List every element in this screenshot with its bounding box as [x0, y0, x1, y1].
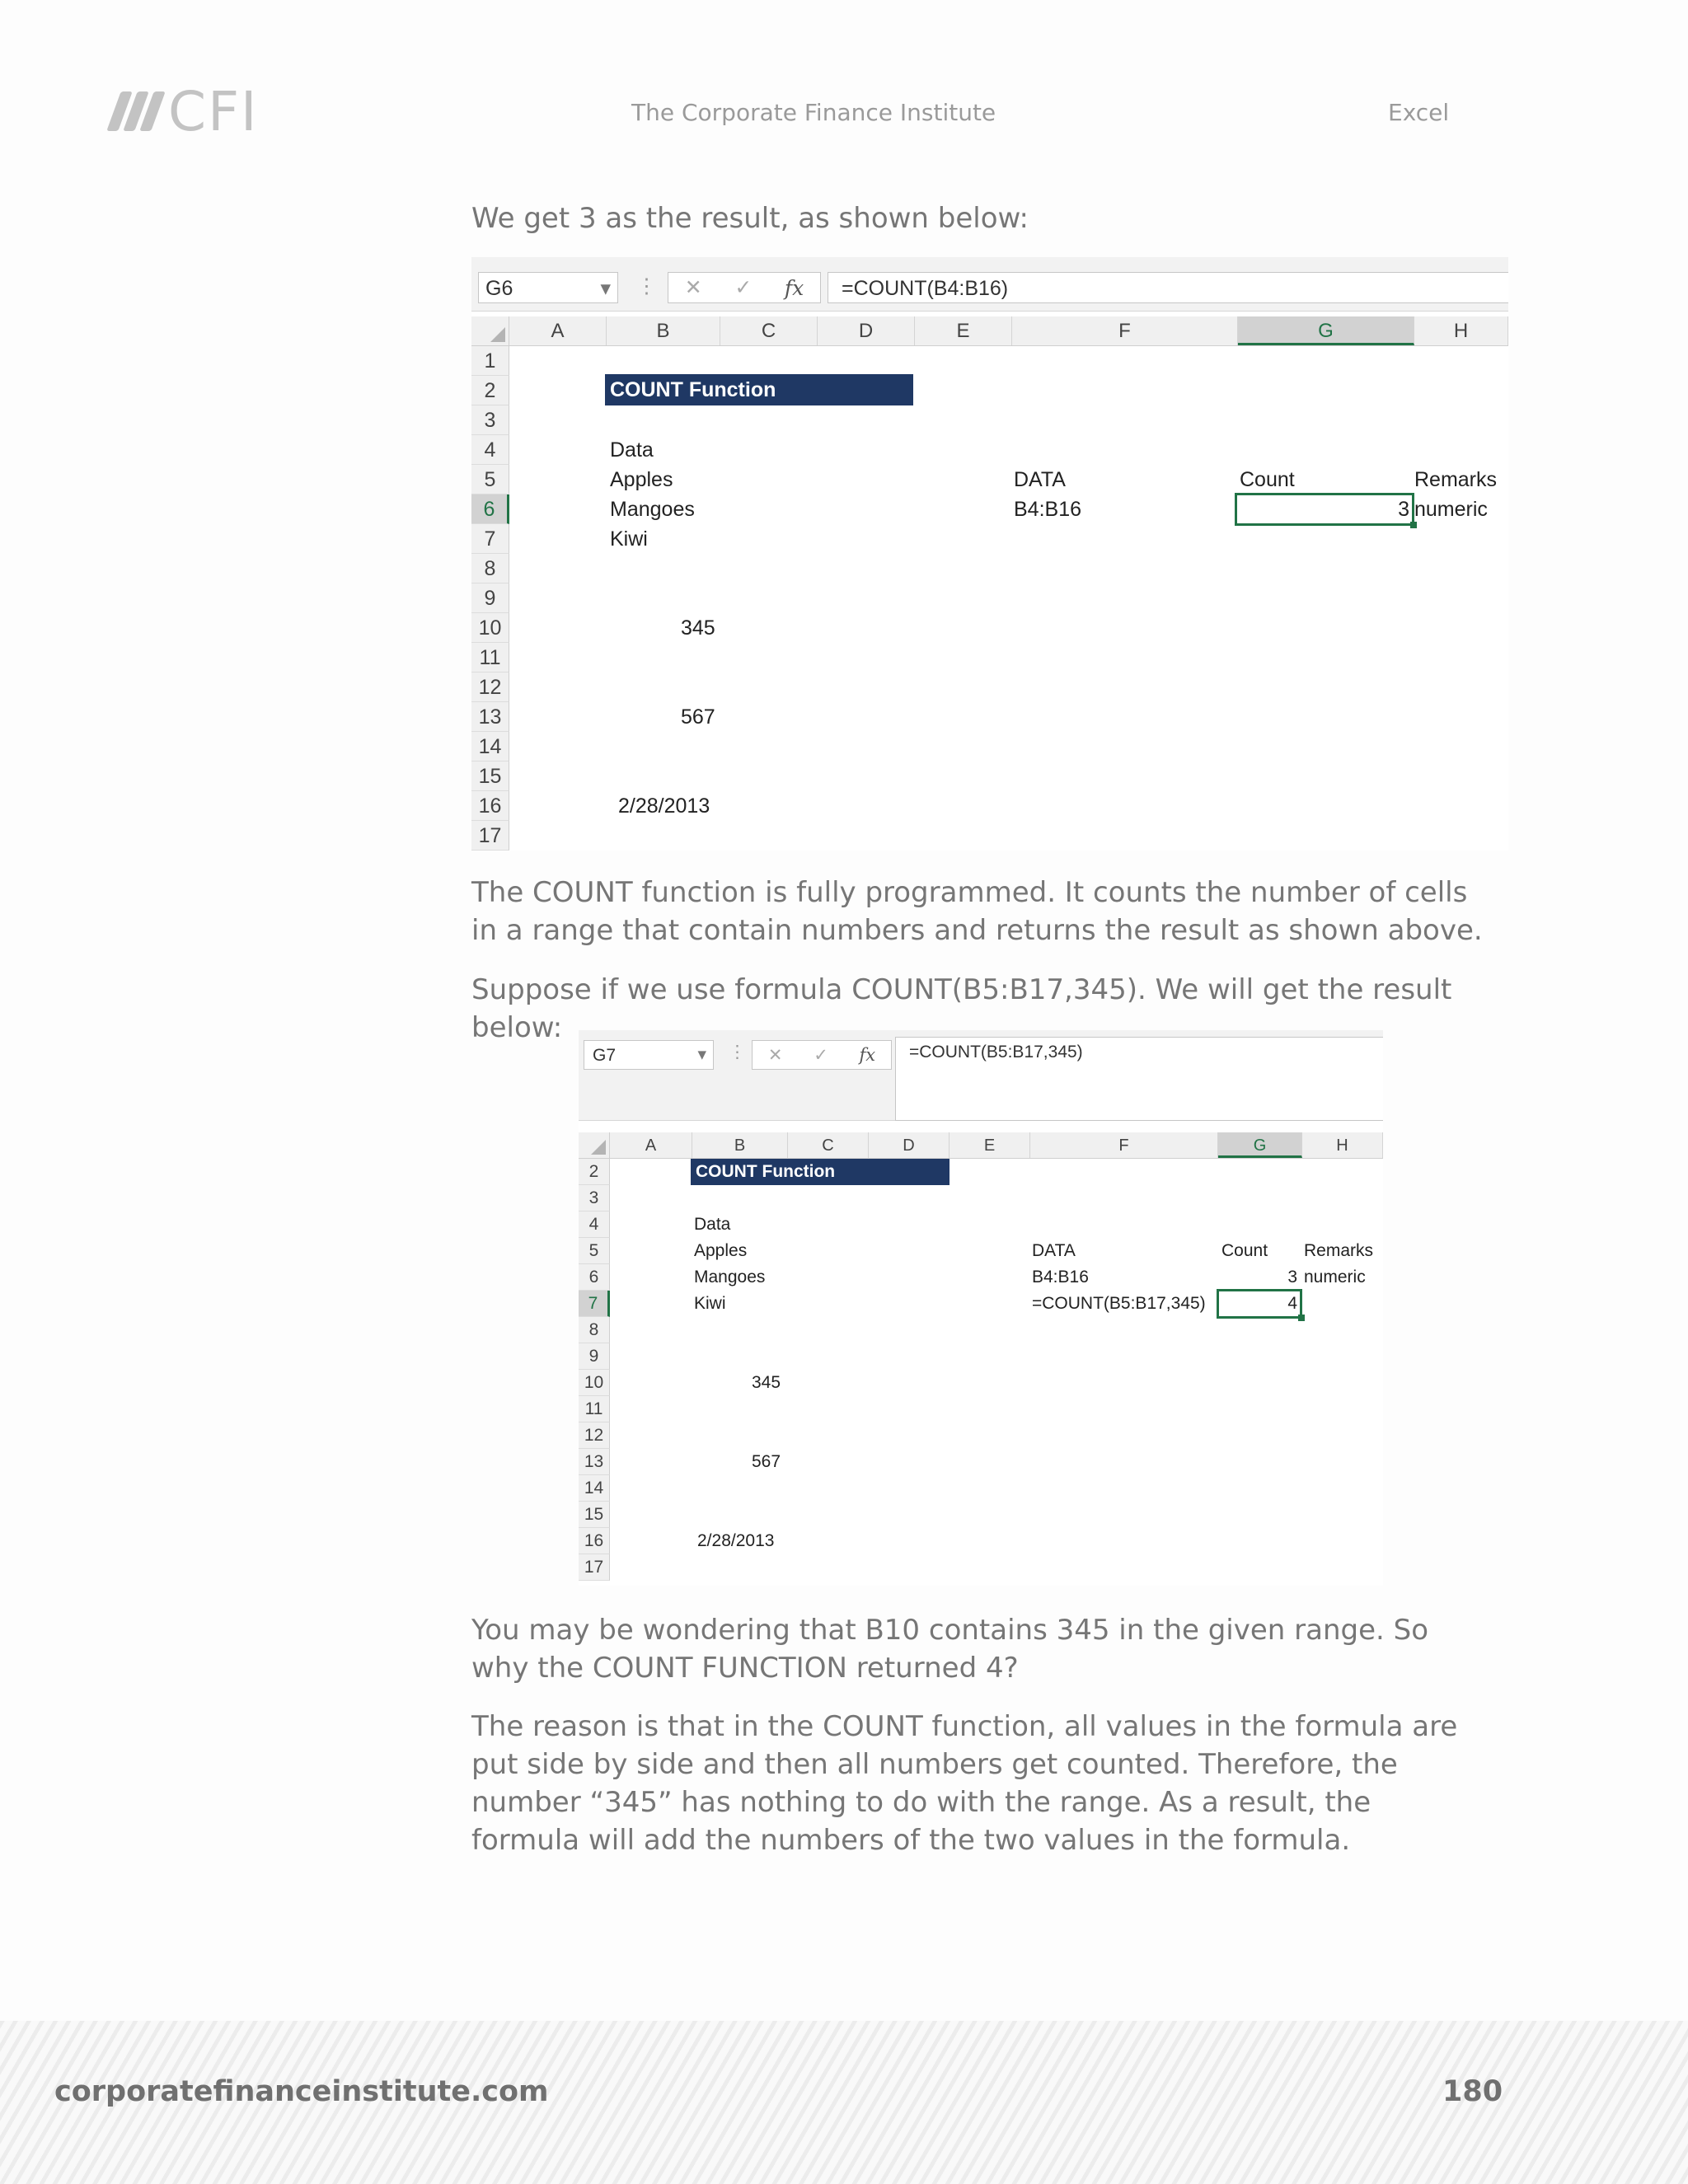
row-header[interactable]: 4 — [471, 435, 509, 465]
more-icon: ⋮ — [636, 274, 657, 298]
chevron-down-icon[interactable]: ▾ — [600, 277, 611, 300]
insert-function-icon[interactable]: fx — [784, 275, 804, 300]
cfi-logo — [114, 79, 279, 143]
chevron-down-icon[interactable]: ▾ — [697, 1045, 706, 1064]
footer-url[interactable]: corporatefinanceinstitute.com — [54, 2075, 549, 2108]
name-box-value: G6 — [485, 277, 513, 300]
select-all-corner[interactable] — [579, 1132, 610, 1158]
row-header[interactable]: 10 — [579, 1370, 610, 1396]
item-cell[interactable]: Apples — [694, 1241, 748, 1260]
cancel-icon[interactable]: ✕ — [684, 276, 702, 299]
row-header[interactable]: 14 — [579, 1475, 610, 1502]
col-header-g[interactable]: G — [1218, 1132, 1302, 1158]
row-header-selected[interactable]: 6 — [471, 494, 509, 524]
row-header[interactable]: 7 — [471, 524, 509, 554]
item-cell[interactable]: Kiwi — [610, 527, 648, 551]
row-header[interactable]: 5 — [471, 465, 509, 494]
logo-text: CFI — [168, 79, 259, 143]
formula-buttons — [668, 272, 821, 303]
paragraph-2: The COUNT function is fully programmed. It counts the number of cells in a range that contain numbers and returns the result as shown above. — [471, 876, 1483, 947]
item-cell[interactable]: Mangoes — [610, 498, 695, 521]
row-header[interactable]: 11 — [579, 1396, 610, 1422]
more-icon: ⋮ — [729, 1043, 746, 1062]
row-header[interactable]: 12 — [471, 673, 509, 702]
count-value-cell[interactable]: 3 — [1287, 1268, 1297, 1286]
number-cell[interactable]: 345 — [681, 616, 715, 640]
row-header-selected[interactable]: 7 — [579, 1291, 610, 1317]
row-header[interactable]: 9 — [471, 583, 509, 613]
col-header-f[interactable]: F — [1012, 316, 1238, 345]
row-header[interactable]: 5 — [579, 1238, 610, 1264]
formula-bar — [579, 1030, 1383, 1121]
col-header-f[interactable]: F — [1030, 1132, 1218, 1158]
formula-input[interactable]: =COUNT(B4:B16) — [828, 272, 1508, 303]
number-cell[interactable]: 345 — [752, 1373, 781, 1392]
cfi-logo-icon — [114, 91, 158, 131]
data-label-cell[interactable]: Data — [610, 438, 654, 462]
count-header-cell[interactable]: Count — [1240, 468, 1295, 491]
count-header-cell[interactable]: Count — [1221, 1241, 1268, 1260]
row-header[interactable]: 11 — [471, 643, 509, 673]
paragraph-3: Suppose if we use formula COUNT(B5:B17,345). We will get the result below: — [471, 973, 1452, 1044]
name-box[interactable] — [584, 1040, 714, 1070]
title-cell[interactable]: COUNT Function — [605, 374, 913, 405]
name-box[interactable] — [478, 272, 618, 303]
row-header[interactable]: 16 — [579, 1528, 610, 1554]
row-header[interactable]: 16 — [471, 791, 509, 821]
col-header-e[interactable]: E — [950, 1132, 1030, 1158]
col-header-e[interactable]: E — [915, 316, 1012, 345]
row-header[interactable]: 17 — [471, 821, 509, 851]
item-cell[interactable]: Kiwi — [694, 1294, 726, 1313]
item-cell[interactable]: Mangoes — [694, 1268, 766, 1286]
paragraph-5: The reason is that in the COUNT function, all values in the formula are put side by side and then all numbers get counted. Therefore, the number “345” has nothing to do with the range. As a result, the formula will add the numbers of the two values in the formula. — [471, 1710, 1458, 1857]
col-header-a[interactable]: A — [509, 316, 607, 345]
excel-screenshot-2 — [579, 1030, 1383, 1586]
data-label-cell[interactable]: Data — [694, 1215, 731, 1234]
col-header-a[interactable]: A — [610, 1132, 692, 1158]
header-section: Excel — [1388, 99, 1450, 126]
number-cell[interactable]: 567 — [752, 1452, 781, 1471]
row-header[interactable]: 8 — [579, 1317, 610, 1343]
col-header-b[interactable]: B — [692, 1132, 788, 1158]
row-header[interactable]: 17 — [579, 1554, 610, 1581]
col-header-b[interactable]: B — [607, 316, 720, 345]
row-header[interactable]: 12 — [579, 1422, 610, 1449]
formula-buttons — [752, 1040, 892, 1070]
date-cell[interactable]: 2/28/2013 — [618, 794, 710, 818]
col-header-d[interactable]: D — [818, 316, 915, 345]
title-cell[interactable]: COUNT Function — [691, 1159, 950, 1185]
row-header[interactable]: 2 — [579, 1159, 610, 1185]
data-header-cell[interactable]: DATA — [1032, 1241, 1076, 1260]
remarks-value-cell[interactable]: numeric — [1304, 1268, 1366, 1286]
row-header[interactable]: 3 — [579, 1185, 610, 1212]
formula-input[interactable]: =COUNT(B5:B17,345) — [895, 1037, 1383, 1121]
item-cell[interactable]: Apples — [610, 468, 673, 491]
row-header[interactable]: 13 — [471, 702, 509, 732]
formula-cell[interactable]: =COUNT(B5:B17,345) — [1032, 1294, 1206, 1313]
col-header-h[interactable]: H — [1302, 1132, 1383, 1158]
row-header[interactable]: 15 — [579, 1502, 610, 1528]
data-range-cell[interactable]: B4:B16 — [1032, 1268, 1089, 1286]
row-header[interactable]: 1 — [471, 346, 509, 376]
row-header[interactable]: 8 — [471, 554, 509, 583]
col-header-g[interactable]: G — [1238, 316, 1414, 345]
data-header-cell[interactable]: DATA — [1014, 468, 1066, 491]
remarks-header-cell[interactable]: Remarks — [1304, 1241, 1374, 1260]
cancel-icon[interactable]: ✕ — [767, 1045, 783, 1065]
select-all-corner[interactable] — [471, 316, 509, 345]
remarks-header-cell[interactable]: Remarks — [1414, 468, 1498, 491]
date-cell[interactable]: 2/28/2013 — [697, 1531, 775, 1550]
excel-screenshot-1 — [471, 257, 1508, 851]
row-header[interactable]: 2 — [471, 376, 509, 405]
confirm-icon[interactable]: ✓ — [814, 1045, 828, 1065]
row-header[interactable]: 4 — [579, 1212, 610, 1238]
paragraph-4: You may be wondering that B10 contains 345 in the given range. So why the COUNT FUNCTION returned 4? — [471, 1614, 1428, 1685]
header-title: The Corporate Finance Institute — [631, 99, 996, 126]
formula-bar — [471, 257, 1508, 312]
row-header[interactable]: 14 — [471, 732, 509, 762]
count-value-cell[interactable]: 3 — [1398, 498, 1409, 521]
row-header[interactable]: 3 — [471, 405, 509, 435]
data-range-cell[interactable]: B4:B16 — [1014, 498, 1082, 521]
name-box-value: G7 — [593, 1046, 617, 1065]
confirm-icon[interactable]: ✓ — [734, 276, 753, 299]
col-header-h[interactable]: H — [1414, 316, 1508, 345]
row-header[interactable]: 15 — [471, 762, 509, 791]
row-header[interactable]: 13 — [579, 1449, 610, 1475]
count-result-cell[interactable]: 4 — [1287, 1294, 1297, 1313]
col-header-c[interactable]: C — [788, 1132, 869, 1158]
remarks-value-cell[interactable]: numeric — [1414, 498, 1488, 521]
col-header-c[interactable]: C — [720, 316, 818, 345]
column-headers — [471, 316, 1508, 346]
row-header[interactable]: 9 — [579, 1343, 610, 1370]
page-number: 180 — [1442, 2075, 1503, 2108]
insert-function-icon[interactable]: fx — [859, 1045, 876, 1065]
row-header[interactable]: 6 — [579, 1264, 610, 1291]
row-header[interactable]: 10 — [471, 613, 509, 643]
number-cell[interactable]: 567 — [681, 705, 715, 729]
column-headers — [579, 1132, 1383, 1159]
col-header-d[interactable]: D — [869, 1132, 950, 1158]
paragraph-1: We get 3 as the result, as shown below: — [471, 202, 1029, 235]
